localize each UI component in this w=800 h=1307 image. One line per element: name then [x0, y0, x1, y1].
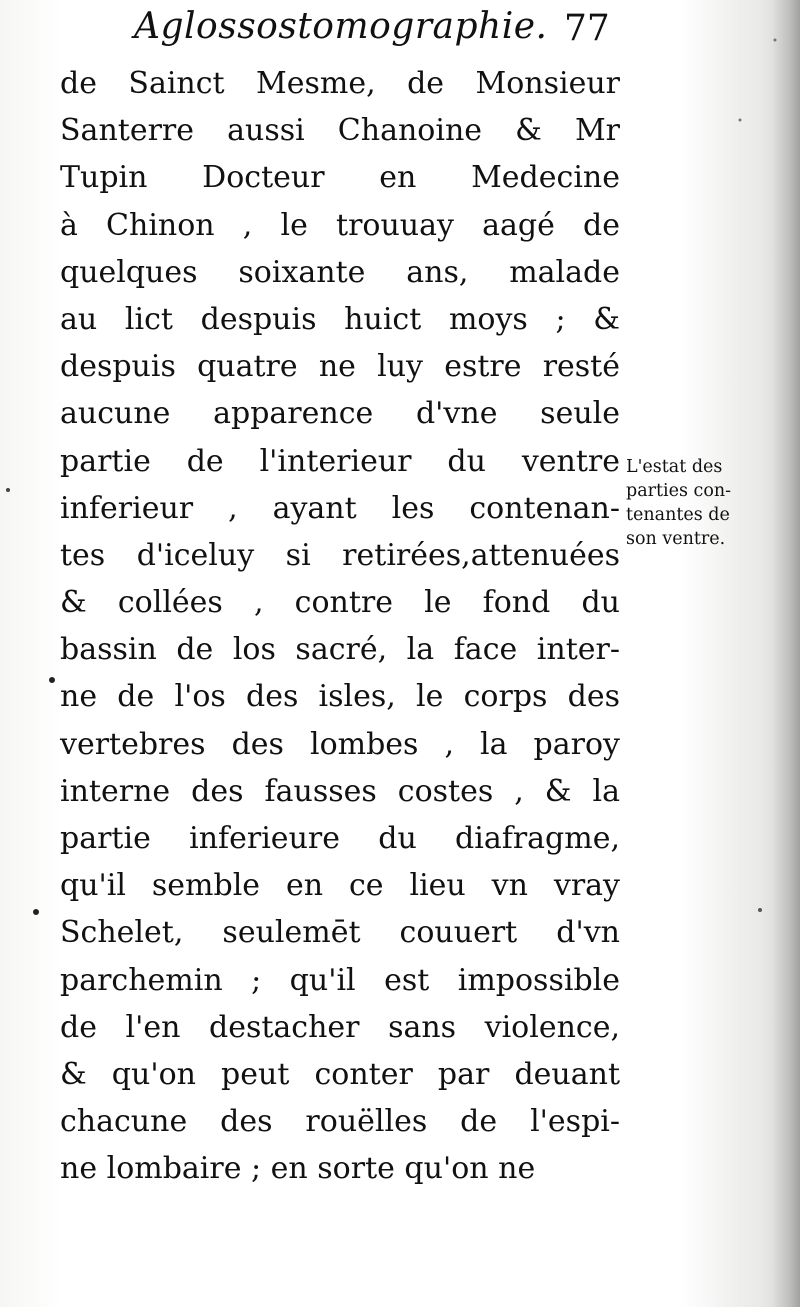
text-line: despuis quatre ne luy estre resté: [60, 349, 620, 385]
page-number: 77: [564, 8, 610, 49]
text-line: tes d'iceluy si retirées,attenuées: [60, 537, 620, 573]
body-text: [60, 60, 620, 1193]
text-line: ne lombaire ; en sorte qu'on ne: [60, 1151, 536, 1187]
text-line: partie de l'interieur du ventre: [60, 443, 620, 479]
text-line: Tupin Docteur en Medecine: [60, 160, 620, 196]
text-line: bassin de los sacré, la face inter-: [60, 632, 620, 668]
margin-note-line: L'estat des: [626, 457, 723, 477]
text-line: au lict despuis huict moys ; &: [60, 301, 620, 337]
text-line: aucune apparence d'vne seule: [60, 396, 620, 432]
text-line: qu'il semble en ce lieu vn vray: [60, 868, 620, 904]
running-title: Aglossostomographie.: [134, 6, 548, 47]
text-line: inferieur , ayant les contenan-: [60, 490, 620, 526]
margin-note-line: son ventre.: [626, 529, 726, 549]
text-line: chacune des rouëlles de l'espi-: [60, 1104, 620, 1140]
text-line: de l'en destacher sans violence,: [60, 1009, 620, 1045]
text-line: & collées , contre le fond du: [60, 585, 620, 621]
text-line: quelques soixante ans, malade: [60, 254, 620, 290]
text-line: de Sainct Mesme, de Monsieur: [60, 66, 620, 101]
page-header: [60, 0, 620, 62]
gutter-shadow: [772, 0, 800, 1307]
text-line: & qu'on peut conter par deuant: [60, 1056, 620, 1092]
margin-note: [626, 455, 776, 551]
text-line: interne des fausses costes , & la: [60, 773, 620, 809]
text-line: partie inferieure du diafragme,: [60, 821, 620, 856]
text-line: Santerre aussi Chanoine & Mr: [60, 113, 620, 149]
margin-note-line: parties con-: [626, 481, 732, 501]
text-line: Schelet, seulemēt couuert d'vn: [60, 915, 620, 951]
margin-note-line: tenantes de: [626, 505, 730, 525]
text-line: vertebres des lombes , la paroy: [60, 726, 620, 762]
text-line: parchemin ; qu'il est impossible: [60, 962, 620, 998]
text-line: à Chinon , le trouuay aagé de: [60, 207, 620, 243]
text-line: ne de l'os des isles, le corps des: [60, 679, 620, 715]
